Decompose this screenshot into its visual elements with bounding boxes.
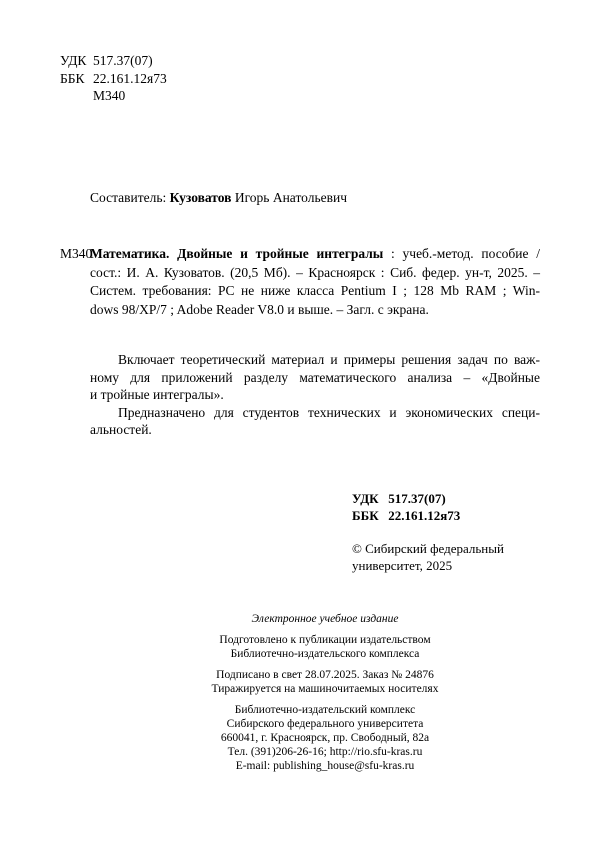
annotation-line-5: альностей.: [90, 422, 152, 437]
annotation: [90, 351, 540, 439]
right-udk-value: 517.37(07): [388, 491, 446, 506]
right-udk-label: УДК: [352, 491, 379, 506]
copies-line: Тиражируется на машиночитаемых носителях: [211, 683, 439, 695]
bbk-value: 22.161.12я73: [93, 70, 167, 86]
annotation-line-2: ному для приложений разделу математического анализа – «Двойные: [90, 369, 540, 385]
udk-value: 517.37(07): [93, 53, 153, 68]
copyright-line-1: © Сибирский федеральный: [352, 541, 504, 556]
udk-label: УДК: [60, 53, 87, 68]
top-classification-codes: [60, 52, 167, 105]
copyright-notice: [352, 540, 504, 574]
prepared-line-1: Подготовлено к публикации издательством: [219, 634, 431, 646]
publisher-phone: Тел. (391)206-26-16; http://rio.sfu-kras.ru: [227, 746, 423, 758]
compiler-label: Составитель:: [90, 190, 167, 205]
prepared-line-2: Библиотечно-издательского комплекса: [230, 648, 420, 660]
catalog-code: М340: [60, 246, 93, 261]
right-udk-row: [352, 490, 460, 507]
annotation-line-3: и тройные интегралы».: [90, 387, 224, 402]
catalog-line-1: [60, 245, 540, 264]
catalog-title: Математика. Двойные и тройные интегралы: [90, 246, 384, 261]
catalog-line-2: сост.: И. А. Кузоватов. (20,5 Мб). – Красноярск : Сиб. федер. ун-т, 2025. –: [90, 264, 540, 280]
compiler-line: [90, 190, 347, 206]
copyright-line-2: университет, 2025: [352, 558, 453, 573]
right-bbk-row: [352, 507, 460, 524]
publisher-line-1: Библиотечно-издательский комплекс: [234, 704, 416, 716]
catalog-line-4: dows 98/XP/7 ; Adobe Reader V8.0 и выше. – Загл. с экрана.: [90, 301, 429, 317]
author-mark: М340: [93, 88, 126, 103]
compiler-surname: Кузоватов: [169, 190, 232, 205]
bbk-row: [60, 70, 167, 88]
publisher-address: 660041, г. Красноярск, пр. Свободный, 82а: [220, 732, 430, 744]
catalog-line-3: Систем. требования: PC не ниже класса Pentium I ; 128 Mb RAM ; Win-: [90, 283, 540, 298]
udk-row: [60, 52, 167, 70]
publisher-email: E-mail: publishing_house@sfu-kras.ru: [235, 760, 415, 772]
signed-line: Подписано в свет 28.07.2025. Заказ № 24876: [216, 669, 434, 681]
right-bbk-value: 22.161.12я73: [388, 508, 461, 523]
catalog-line-1-rest: : учеб.-метод. пособие /: [383, 246, 540, 261]
edition-type: Электронное учебное издание: [251, 613, 399, 625]
compiler-name: Игорь Анатольевич: [234, 190, 348, 205]
right-bbk-label: ББК: [352, 508, 379, 523]
catalog-record: [60, 245, 540, 319]
right-classification-codes: [352, 490, 460, 524]
annotation-line-4: Предназначено для студентов технических и экономических специ-: [118, 404, 540, 420]
imprint-block: [180, 612, 470, 773]
publisher-line-2: Сибирского федерального университета: [226, 718, 424, 730]
bbk-label: ББК: [60, 70, 85, 86]
annotation-line-1: Включает теоретический материал и примеры решения задач по важ-: [118, 352, 540, 367]
